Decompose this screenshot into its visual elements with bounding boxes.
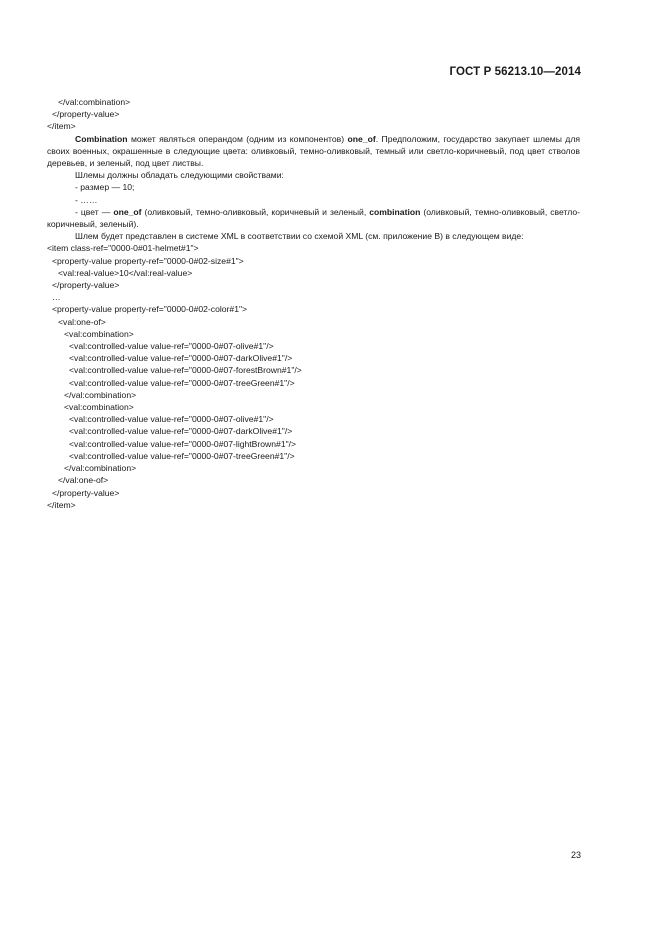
code-line: <val:controlled-value value-ref="0000-0#07-treeGreen#1"/> [69, 450, 295, 461]
code-line: </val:combination> [64, 463, 137, 474]
code-line: <val:combination> [64, 402, 134, 413]
paragraph-combination: Combination может являться операндом (одним из компонентов) one_of. Предположим, государство закупает шлемы для своих военных, окрашенные в следующие цвета: оливковый, темно-оливковый, темный или светло-коричневый, под цвет стволов деревьев, и зеленый, под цвет листвы. [47, 133, 580, 169]
code-line: <item class-ref="0000-0#01-helmet#1"> [47, 243, 199, 254]
code-line: <val:one-of> [58, 316, 106, 327]
code-line: </val:combination> [64, 389, 137, 400]
list-item: - …… [75, 194, 98, 205]
page-content [47, 96, 580, 511]
code-line: </item> [47, 499, 76, 510]
code-line: <val:controlled-value value-ref="0000-0#07-forestBrown#1"/> [69, 365, 302, 376]
code-line: … [52, 292, 61, 303]
code-line: <val:controlled-value value-ref="0000-0#07-olive#1"/> [69, 341, 274, 352]
code-line: </property-value> [52, 280, 120, 291]
code-line: </property-value> [52, 109, 120, 120]
code-line: </val:one-of> [58, 475, 109, 486]
paragraph-xml-schema: Шлем будет представлен в системе XML в соответствии со схемой XML (см. приложение В) в следующем виде: [75, 231, 524, 242]
code-line: </val:combination> [58, 97, 131, 107]
code-line: <val:controlled-value value-ref="0000-0#07-olive#1"/> [69, 414, 274, 425]
code-line: <property-value property-ref="0000-0#02-color#1"> [52, 304, 248, 315]
list-item: - размер — 10; [75, 182, 135, 193]
term-combination: Combination [75, 133, 128, 144]
code-line: <val:controlled-value value-ref="0000-0#07-darkOlive#1"/> [69, 426, 293, 437]
list-item: - цвет — one_of (оливковый, темно-оливковый, коричневый и зеленый, combination (оливковый, темно-оливковый, светло-коричневый, зеленый). [47, 206, 580, 230]
document-header: ГОСТ Р 56213.10—2014 [449, 66, 581, 78]
code-line: <property-value property-ref="0000-0#02-size#1"> [52, 255, 244, 266]
code-line: <val:combination> [64, 328, 134, 339]
code-line: <val:controlled-value value-ref="0000-0#07-darkOlive#1"/> [69, 353, 293, 364]
page-number: 23 [570, 850, 581, 860]
code-line: <val:real-value>10</val:real-value> [58, 267, 193, 278]
paragraph-properties: Шлемы должны обладать следующими свойствами: [75, 170, 284, 181]
term-one-of: one_of [347, 133, 376, 144]
code-line: <val:controlled-value value-ref="0000-0#07-lightBrown#1"/> [69, 438, 297, 449]
code-line: </property-value> [52, 487, 120, 498]
code-line: <val:controlled-value value-ref="0000-0#07-treeGreen#1"/> [69, 377, 295, 388]
code-line: </item> [47, 121, 76, 132]
